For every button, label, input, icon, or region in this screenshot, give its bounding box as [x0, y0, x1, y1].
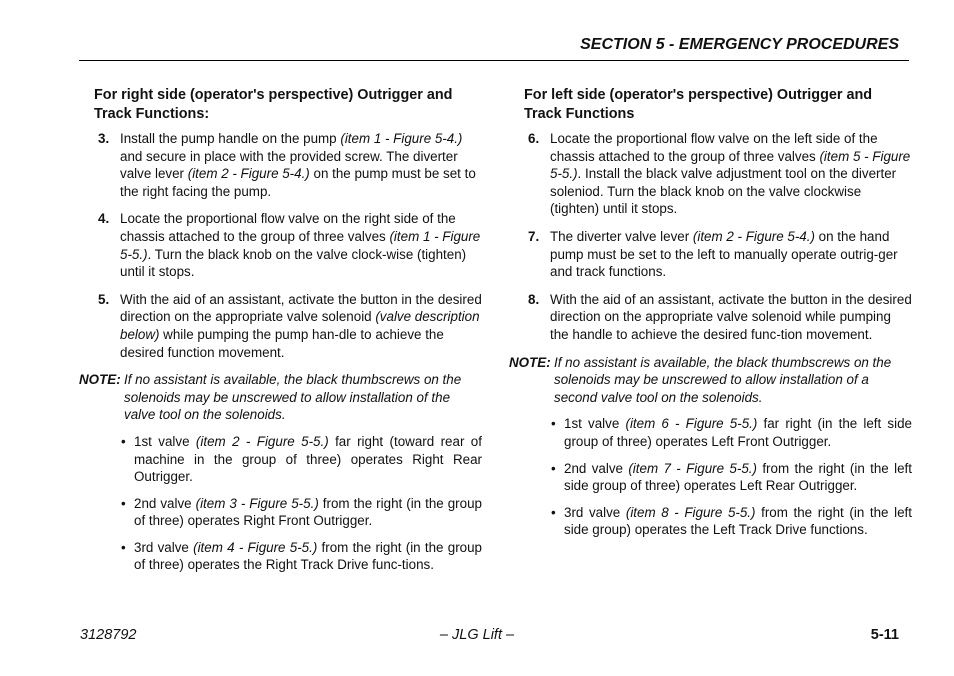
bullet-text: 3rd valve [564, 504, 626, 520]
step-text: Locate the proportional flow valve on the left side of the chassis attached to the group of three valves [550, 131, 878, 164]
step-text: on the hand pump must be set to the left to manually operate outrig-ger and track functions. [550, 228, 898, 280]
step-4 [92, 210, 482, 280]
step-text: Install the pump handle on the pump [120, 131, 341, 146]
figure-reference: (item 2 - Figure 5-4.) [692, 228, 815, 244]
figure-reference: (item 3 - Figure 5-5.) [195, 495, 319, 511]
step-5 [92, 291, 482, 361]
step-7 [522, 228, 912, 281]
left-column [79, 86, 482, 583]
bullet-text: from the right (in the left side group) operates the Left Track Drive functions. [564, 504, 912, 538]
step-number: 5. [98, 291, 110, 307]
footer-brand: – JLG Lift – [439, 627, 515, 643]
figure-reference: (item 2 - Figure 5-5.) [195, 433, 329, 449]
page-number: 5-11 [870, 627, 899, 643]
step-number: 4. [98, 211, 110, 227]
step-text: With the aid of an assistant, activate the button in the desired direction on the appropriate valve solenoid [120, 291, 482, 325]
note [509, 354, 912, 407]
note-text: If no assistant is available, the black thumbscrews on the solenoids may be unscrewed to allow installation of the valve tool on the solenoids. [124, 372, 462, 423]
bullet-item [522, 460, 912, 495]
header-rule [79, 60, 909, 61]
step-text: The diverter valve lever [550, 228, 693, 244]
step-number: 6. [528, 131, 540, 146]
bullet-item [92, 495, 482, 530]
step-text: . Install the black valve adjustment tool on the diverter soleniod. Turn the black knob on the valve clockwise (tighten) until it stops. [550, 166, 897, 217]
left-heading: For right side (operator's perspective) Outrigger and Track Functions: [94, 87, 453, 122]
right-heading: For left side (operator's perspective) Outrigger and Track Functions [524, 87, 873, 122]
step-text: on the pump must be set to the right facing the pump. [120, 166, 476, 199]
bullet-text: 1st valve [134, 433, 196, 449]
bullet-icon: • [551, 504, 556, 520]
step-text: With the aid of an assistant, activate the button in the desired direction on the appropriate valve solenoid while pumping the handle to achieve the desired func-tion movement. [550, 291, 912, 342]
bullet-text: 2nd valve [564, 460, 629, 476]
bullet-text: from the right (in the group of three) operates the Right Track Drive func-tions. [134, 539, 482, 573]
figure-reference: (item 2 - Figure 5-4.) [187, 166, 310, 182]
document-number: 3128792 [80, 627, 137, 643]
note-label: NOTE: [79, 372, 121, 388]
bullet-text: far right (toward rear of machine in the group of three) operates Right Rear Outrigger. [134, 433, 482, 485]
valve-description-reference: (valve description below) [120, 309, 480, 342]
bullet-item [92, 539, 482, 574]
bullet-item [522, 504, 912, 539]
step-number: 8. [528, 291, 540, 307]
step-number: 7. [528, 228, 540, 244]
section-title: SECTION 5 - EMERGENCY PROCEDURES [580, 36, 899, 53]
bullet-item [522, 415, 912, 450]
bullet-text: 1st valve [564, 416, 626, 432]
step-text: . Turn the black knob on the valve clock-wise (tighten) until it stops. [120, 246, 467, 280]
note-text: If no assistant is available, the black thumbscrews on the solenoids may be unscrewed to allow installation of a second valve tool on the solenoids. [554, 354, 892, 405]
figure-reference: (item 5 - Figure 5-5.) [550, 148, 911, 182]
bullet-item [92, 433, 482, 486]
step-text: and secure in place with the provided screw. The diverter valve lever [120, 148, 458, 182]
bullet-text: far right (in the left side group of three) operates Left Front Outrigger. [564, 416, 912, 449]
step-text: while pumping the pump han-dle to achieve the desired function movement. [120, 326, 444, 360]
bullet-icon: • [121, 433, 126, 449]
figure-reference: (item 4 - Figure 5-5.) [193, 539, 318, 555]
step-3 [92, 130, 482, 200]
figure-reference: (item 6 - Figure 5-5.) [625, 416, 758, 432]
bullet-text: from the right (in the group of three) operates Right Front Outrigger. [134, 495, 482, 529]
step-number: 3. [98, 131, 110, 146]
bullet-icon: • [551, 416, 556, 432]
figure-reference: (item 1 - Figure 5-4.) [340, 131, 463, 146]
bullet-icon: • [121, 495, 126, 511]
bullet-text: 3rd valve [134, 539, 194, 555]
note-label: NOTE: [509, 354, 551, 370]
bullet-icon: • [551, 460, 556, 476]
figure-reference: (item 1 - Figure 5-5.) [120, 228, 481, 262]
bullet-icon: • [121, 539, 126, 555]
note [79, 371, 482, 424]
step-6 [522, 130, 912, 218]
step-8 [522, 291, 912, 344]
figure-reference: (item 8 - Figure 5-5.) [625, 504, 756, 520]
figure-reference: (item 7 - Figure 5-5.) [628, 460, 757, 476]
right-column [509, 86, 912, 548]
bullet-text: 2nd valve [134, 495, 196, 511]
step-text: Locate the proportional flow valve on the right side of the chassis attached to the group of three valves [120, 211, 456, 244]
bullet-text: from the right (in the left side group of three) operates Left Rear Outrigger. [564, 460, 912, 494]
